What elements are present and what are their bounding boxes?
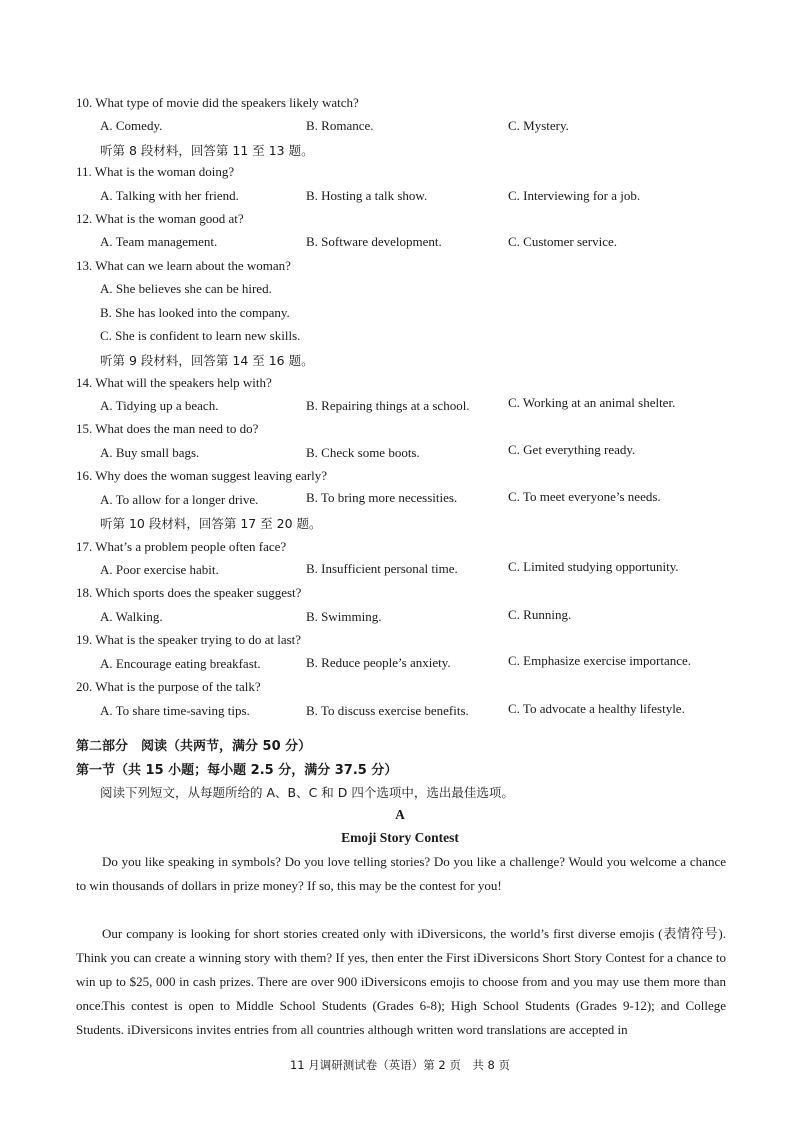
option-b: B. Repairing things at a school. <box>306 398 470 413</box>
option-c: C. To advocate a healthy lifestyle. <box>508 701 685 716</box>
passage-label: A <box>395 807 405 822</box>
option-c: C. Running. <box>508 607 572 622</box>
option-b: B. Reduce people’s anxiety. <box>306 655 451 670</box>
question-13 <box>76 258 291 274</box>
listening-instruction: 听第 9 段材料，回答第 14 至 16 题。 <box>100 353 314 368</box>
passage-paragraph-1 <box>76 850 726 898</box>
question-number: 11. <box>76 164 92 179</box>
option-c: C. Interviewing for a job. <box>508 188 641 203</box>
question-text: What is the woman doing? <box>94 164 235 179</box>
option-a: A. Encourage eating breakfast. <box>100 656 261 671</box>
option-b: B. Swimming. <box>306 609 382 624</box>
question-19 <box>76 632 301 648</box>
question-text: What’s a problem people often face? <box>95 539 287 554</box>
option-a: A. Tidying up a beach. <box>100 398 219 413</box>
option-b: B. Hosting a talk show. <box>306 188 428 203</box>
option-a: A. Talking with her friend. <box>100 188 239 203</box>
question-number: 13. <box>76 258 93 273</box>
option-c: C. Working at an animal shelter. <box>508 395 676 410</box>
question-number: 14. <box>76 375 93 390</box>
option-b: B. Romance. <box>306 118 374 133</box>
option-c: C. Limited studying opportunity. <box>508 559 679 574</box>
reading-instruction: 阅读下列短文，从每题所给的 A、B、C 和 D 四个选项中，选出最佳选项。 <box>100 785 514 800</box>
question-18 <box>76 585 301 601</box>
listening-instruction: 听第 10 段材料，回答第 17 至 20 题。 <box>100 516 322 531</box>
question-20 <box>76 679 261 695</box>
option-a: A. Poor exercise habit. <box>100 562 219 577</box>
question-text: What can we learn about the woman? <box>95 258 291 273</box>
paragraph-text: Our company is looking for short stories created only with iDiversicons, the world’s first diverse emojis (表情符号). Think you can create a winning story with them? If yes, then enter the First iDiversicons Short Story Contest for a chance to win up to $25, 000 in cash prizes. There are over 900 iDiversicons emojis to choose from and you may use them more than once. <box>76 926 726 1013</box>
option-c: C. She is confident to learn new skills. <box>100 328 301 343</box>
question-text: What is the woman good at? <box>95 211 244 226</box>
option-b: B. To discuss exercise benefits. <box>306 703 469 718</box>
paragraph-text: This contest is open to Middle School Students (Grades 6-8); High School Students (Grades 9-12); and College Students. iDiversicons invites entries from all countries although written word translations are accepted in <box>76 998 726 1037</box>
question-number: 20. <box>76 679 93 694</box>
question-12 <box>76 211 244 227</box>
question-text: What is the purpose of the talk? <box>95 679 261 694</box>
question-text: Which sports does the speaker suggest? <box>95 585 302 600</box>
question-16 <box>76 468 327 484</box>
listening-instruction: 听第 8 段材料，回答第 11 至 13 题。 <box>100 143 314 158</box>
passage-title: Emoji Story Contest <box>341 830 459 845</box>
question-number: 17. <box>76 539 93 554</box>
question-number: 19. <box>76 632 93 647</box>
option-b: B. Insufficient personal time. <box>306 561 458 576</box>
question-15 <box>76 421 258 437</box>
question-text: What type of movie did the speakers likely watch? <box>95 95 359 110</box>
section-heading: 第一节（共 15 小题；每小题 2.5 分，满分 37.5 分） <box>76 763 398 778</box>
question-number: 15. <box>76 421 93 436</box>
question-number: 16. <box>76 468 93 483</box>
option-a: A. Comedy. <box>100 118 163 133</box>
option-a: A. To allow for a longer drive. <box>100 492 259 507</box>
question-text: What will the speakers help with? <box>95 375 272 390</box>
page-footer: 11 月调研测试卷（英语）第 2 页 共 8 页 <box>289 1058 511 1072</box>
option-c: C. Get everything ready. <box>508 442 636 457</box>
question-number: 18. <box>76 585 93 600</box>
option-a: A. Walking. <box>100 609 163 624</box>
question-11 <box>76 164 234 180</box>
part-heading: 第二部分 阅读（共两节，满分 50 分） <box>76 739 312 754</box>
question-17 <box>76 539 286 555</box>
option-a: A. She believes she can be hired. <box>100 281 272 296</box>
option-b: B. Check some boots. <box>306 445 420 460</box>
option-b: B. To bring more necessities. <box>306 490 458 505</box>
option-a: A. Team management. <box>100 234 218 249</box>
question-number: 10. <box>76 95 93 110</box>
question-number: 12. <box>76 211 93 226</box>
question-text: Why does the woman suggest leaving early? <box>95 468 328 483</box>
question-text: What is the speaker trying to do at last? <box>95 632 302 647</box>
option-c: C. Customer service. <box>508 234 618 249</box>
question-10 <box>76 95 359 111</box>
option-c: C. Emphasize exercise importance. <box>508 653 692 668</box>
question-text: What does the man need to do? <box>95 421 259 436</box>
option-c: C. Mystery. <box>508 118 569 133</box>
option-c: C. To meet everyone’s needs. <box>508 489 661 504</box>
option-b: B. She has looked into the company. <box>100 305 290 320</box>
option-a: A. To share time-saving tips. <box>100 703 250 718</box>
option-a: A. Buy small bags. <box>100 445 200 460</box>
question-14 <box>76 375 272 391</box>
paragraph-text: Do you like speaking in symbols? Do you love telling stories? Do you like a challenge? Would you welcome a chance to win thousands of dollars in prize money? If so, this may be the contest for you! <box>76 854 726 893</box>
passage-paragraph-3 <box>76 994 726 1042</box>
option-b: B. Software development. <box>306 234 442 249</box>
